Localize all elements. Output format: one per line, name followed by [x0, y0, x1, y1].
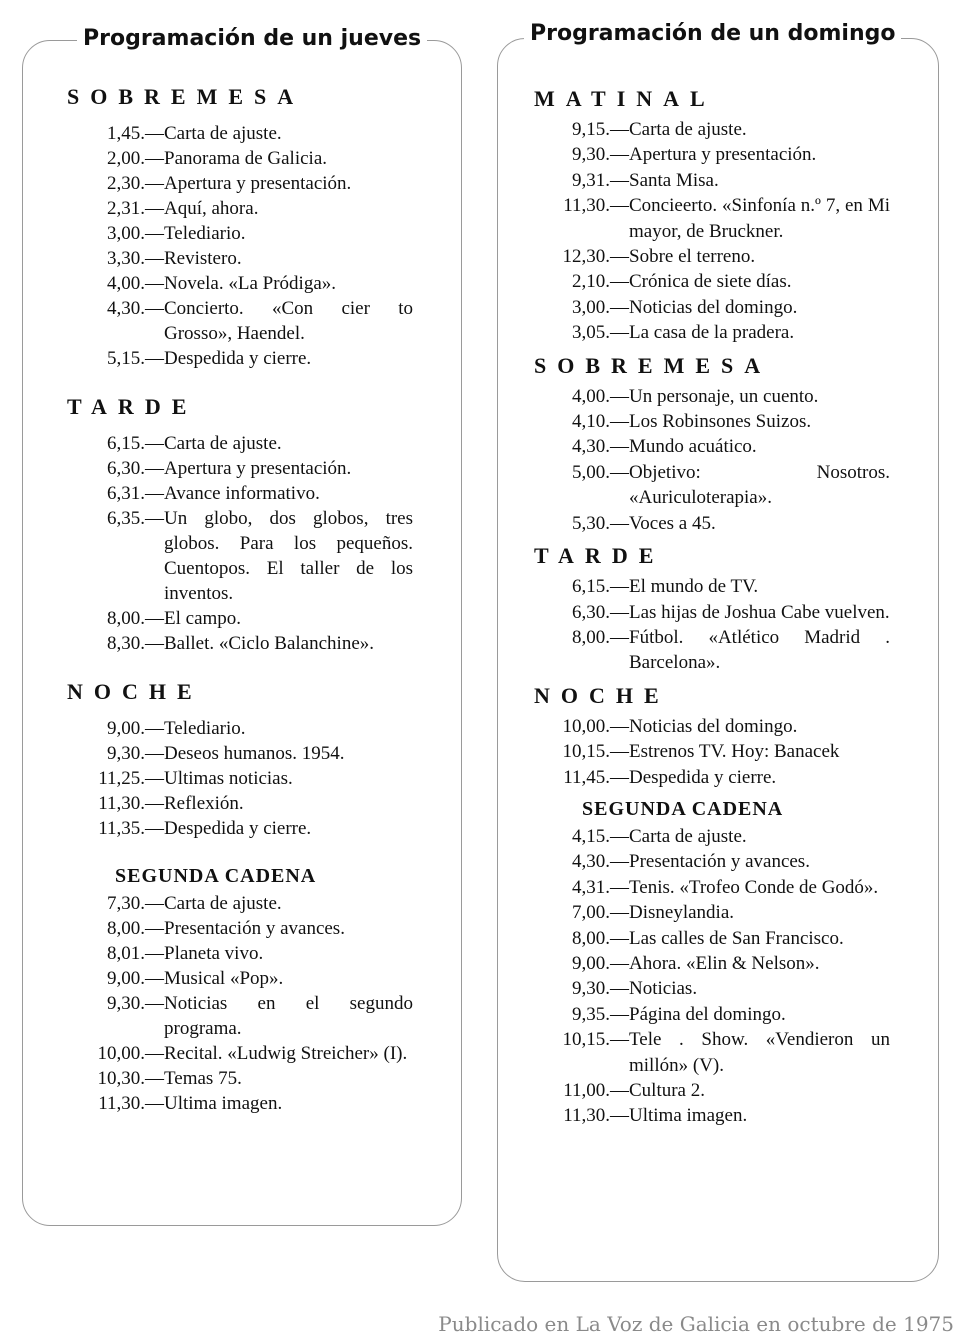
- program-time: 4,00.: [107, 273, 145, 294]
- section-noche: [67, 678, 421, 841]
- program-time: 4,31.: [572, 876, 610, 898]
- program-time: 8,00.: [572, 626, 610, 648]
- program-entry: [534, 168, 898, 193]
- program-entry: [67, 991, 421, 1041]
- program-entry: [67, 296, 421, 346]
- program-entry: [534, 142, 898, 167]
- em-dash: —: [610, 576, 629, 598]
- program-title: Recital. «Ludwig Streicher» (I).: [164, 1043, 408, 1064]
- program-entry: [67, 171, 421, 196]
- em-dash: —: [145, 348, 164, 369]
- program-time: 9,15.: [572, 119, 610, 140]
- section-segunda-cadena: [534, 796, 898, 1129]
- program-entry: [534, 409, 898, 434]
- program-time: 11,30.: [563, 195, 610, 217]
- program-time: 11,35.: [98, 818, 145, 839]
- em-dash: —: [145, 993, 164, 1014]
- program-time: 4,00.: [572, 385, 610, 407]
- program-time: 9,00.: [107, 718, 145, 739]
- em-dash: —: [145, 768, 164, 789]
- em-dash: —: [145, 633, 164, 654]
- em-dash: —: [145, 433, 164, 454]
- program-time: 11,45.: [563, 766, 610, 788]
- program-time: 11,30.: [98, 1093, 145, 1114]
- program-title: Ultima imagen.: [629, 1105, 748, 1127]
- program-time: 6,30.: [572, 601, 610, 623]
- section-matinal: [534, 85, 898, 346]
- program-time: 9,00.: [572, 952, 610, 974]
- program-entry: [534, 600, 898, 625]
- em-dash: —: [145, 223, 164, 244]
- program-entry: [534, 295, 898, 320]
- program-time: 9,35.: [572, 1003, 610, 1025]
- em-dash: —: [145, 298, 164, 319]
- section-heading: SOBREMESA: [67, 84, 305, 109]
- em-dash: —: [145, 1043, 164, 1064]
- program-entry: [534, 244, 898, 269]
- em-dash: —: [145, 198, 164, 219]
- em-dash: —: [610, 1029, 629, 1051]
- em-dash: —: [145, 743, 164, 764]
- program-entry: [67, 346, 421, 371]
- program-time: 10,00.: [97, 1043, 145, 1064]
- em-dash: —: [610, 978, 629, 1000]
- program-title: Apertura y presentación.: [629, 144, 817, 166]
- sunday-title: Programación de un domingo: [524, 19, 901, 49]
- em-dash: —: [610, 385, 629, 407]
- program-title: Carta de ajuste.: [164, 123, 282, 144]
- program-time: 4,30.: [572, 436, 610, 458]
- program-entry: [534, 714, 898, 739]
- em-dash: —: [145, 793, 164, 814]
- program-title: Página del domingo.: [629, 1003, 786, 1025]
- program-time: 2,31.: [107, 198, 145, 219]
- program-entry: [67, 716, 421, 741]
- em-dash: —: [610, 741, 629, 763]
- segunda-cadena-heading: SEGUNDA CADENA: [115, 865, 317, 887]
- program-title: Noticias en el segundo programa.: [164, 993, 413, 1039]
- program-time: 8,00.: [572, 927, 610, 949]
- program-title: Disneylandia.: [629, 902, 735, 924]
- program-entry: [67, 481, 421, 506]
- em-dash: —: [610, 246, 629, 268]
- section-sobremesa: [534, 352, 898, 536]
- em-dash: —: [610, 1105, 629, 1127]
- program-time: 4,30.: [107, 298, 145, 319]
- program-entry: [67, 916, 421, 941]
- publication-credit: Publicado en La Voz de Galicia en octubre de 1975: [438, 1312, 954, 1336]
- section-segunda-cadena: [67, 863, 421, 1116]
- em-dash: —: [610, 715, 629, 737]
- em-dash: —: [610, 825, 629, 847]
- program-time: 2,30.: [107, 173, 145, 194]
- em-dash: —: [145, 893, 164, 914]
- em-dash: —: [610, 436, 629, 458]
- program-entry: [67, 816, 421, 841]
- program-title: Despedida y cierre.: [629, 766, 777, 788]
- program-entry: [67, 631, 421, 656]
- program-title: Presentación y avances.: [164, 918, 345, 939]
- program-time: 3,30.: [107, 248, 145, 269]
- program-entry: [534, 824, 898, 849]
- em-dash: —: [145, 718, 164, 739]
- program-time: 12,30.: [562, 246, 610, 268]
- program-title: El campo.: [164, 608, 242, 629]
- program-entry: [534, 951, 898, 976]
- thursday-listings: [67, 83, 421, 1116]
- program-title: Cultura 2.: [629, 1080, 705, 1101]
- program-title: El mundo de TV.: [629, 576, 759, 598]
- section-tarde: [534, 542, 898, 676]
- program-time: 10,15.: [562, 741, 610, 763]
- em-dash: —: [145, 608, 164, 629]
- program-title: Despedida y cierre.: [164, 348, 312, 369]
- program-time: 5,00.: [572, 461, 610, 483]
- program-title: Los Robinsones Suizos.: [629, 411, 812, 433]
- program-title: Las calles de San Francisco.: [629, 927, 844, 949]
- sunday-schedule-box: [497, 21, 939, 1282]
- program-time: 8,01.: [107, 943, 145, 964]
- program-time: 5,30.: [572, 512, 610, 534]
- thursday-schedule-box: [22, 26, 462, 1226]
- program-title: Carta de ajuste.: [164, 893, 282, 914]
- program-title: Presentación y avances.: [629, 851, 810, 873]
- program-title: Planeta vivo.: [164, 943, 264, 964]
- program-entry: [534, 900, 898, 925]
- program-title: Revistero.: [164, 248, 242, 269]
- program-title: Apertura y presentación.: [164, 458, 352, 479]
- program-entry: [534, 384, 898, 409]
- program-time: 7,30.: [107, 893, 145, 914]
- program-entry: [67, 1041, 421, 1066]
- program-title: Mundo acuático.: [629, 436, 757, 458]
- program-time: 11,00.: [563, 1080, 610, 1101]
- em-dash: —: [145, 818, 164, 839]
- program-entry: [534, 739, 898, 764]
- program-title: Aquí, ahora.: [164, 198, 259, 219]
- section-heading: TARDE: [534, 543, 665, 569]
- section-heading: NOCHE: [534, 682, 670, 708]
- program-title: Reflexión.: [164, 793, 244, 814]
- em-dash: —: [610, 876, 629, 898]
- thursday-title: Programación de un jueves: [77, 24, 427, 54]
- program-title: Telediario.: [164, 223, 246, 244]
- em-dash: —: [610, 601, 629, 623]
- em-dash: —: [145, 508, 164, 529]
- em-dash: —: [610, 927, 629, 949]
- program-time: 6,30.: [107, 458, 145, 479]
- section-heading: TARDE: [67, 394, 198, 419]
- program-title: Fútbol. «Atlético Madrid . Barcelona».: [629, 626, 890, 674]
- program-time: 10,30.: [97, 1068, 145, 1089]
- program-entry: [67, 506, 421, 606]
- program-title: Un personaje, un cuento.: [629, 385, 819, 407]
- program-time: 6,15.: [572, 576, 610, 598]
- program-entry: [67, 431, 421, 456]
- program-entry: [534, 1078, 898, 1103]
- em-dash: —: [145, 123, 164, 144]
- program-entry: [534, 765, 898, 790]
- program-time: 9,30.: [107, 743, 145, 764]
- em-dash: —: [610, 322, 629, 344]
- program-time: 4,30.: [572, 851, 610, 873]
- em-dash: —: [145, 248, 164, 269]
- program-time: 3,05.: [572, 322, 610, 344]
- em-dash: —: [145, 918, 164, 939]
- program-entry: [67, 966, 421, 991]
- program-time: 10,15.: [562, 1029, 610, 1051]
- program-entry: [534, 926, 898, 951]
- program-title: Ultima imagen.: [164, 1093, 283, 1114]
- sunday-listings: [534, 85, 898, 1129]
- program-entry: [534, 434, 898, 459]
- program-time: 6,15.: [107, 433, 145, 454]
- program-time: 2,10.: [572, 271, 610, 293]
- em-dash: —: [145, 1068, 164, 1089]
- program-entry: [534, 875, 898, 900]
- section-noche: [534, 682, 898, 790]
- program-entry: [534, 117, 898, 142]
- section-heading: NOCHE: [67, 679, 203, 704]
- program-time: 5,15.: [107, 348, 145, 369]
- program-entry: [67, 1066, 421, 1091]
- program-time: 8,00.: [107, 608, 145, 629]
- program-entry: [534, 849, 898, 874]
- section-tarde: [67, 393, 421, 656]
- program-title: Concieerto. «Sinfonía n.º 7, en Mi mayor, de Bruckner.: [629, 195, 890, 242]
- program-time: 4,10.: [572, 411, 610, 433]
- program-time: 7,00.: [572, 902, 610, 924]
- segunda-cadena-heading: SEGUNDA CADENA: [582, 797, 784, 820]
- program-title: Un globo, dos globos, tres globos. Para los pequeños. Cuentopos. El taller de los inventos.: [164, 508, 413, 604]
- program-entry: [534, 320, 898, 345]
- program-time: 9,30.: [572, 144, 610, 166]
- program-title: Sobre el terreno.: [629, 246, 756, 268]
- em-dash: —: [145, 483, 164, 504]
- program-entry: [534, 269, 898, 294]
- program-title: Concierto. «Con cier to Grosso», Haendel.: [164, 298, 413, 344]
- program-time: 8,00.: [107, 918, 145, 939]
- em-dash: —: [145, 148, 164, 169]
- em-dash: —: [610, 461, 629, 483]
- program-entry: [67, 456, 421, 481]
- program-entry: [67, 221, 421, 246]
- em-dash: —: [610, 144, 629, 166]
- em-dash: —: [145, 458, 164, 479]
- program-title: La casa de la pradera.: [629, 322, 795, 344]
- program-time: 9,30.: [572, 978, 610, 1000]
- em-dash: —: [145, 943, 164, 964]
- program-title: Crónica de siete días.: [629, 271, 792, 293]
- program-title: Las hijas de Joshua Cabe vuelven.: [629, 601, 890, 623]
- program-entry: [534, 1027, 898, 1078]
- program-title: Despedida y cierre.: [164, 818, 312, 839]
- em-dash: —: [145, 1093, 164, 1114]
- program-title: Noticias.: [629, 978, 698, 1000]
- program-entry: [67, 891, 421, 916]
- program-title: Temas 75.: [164, 1068, 242, 1089]
- program-title: Apertura y presentación.: [164, 173, 352, 194]
- program-entry: [534, 574, 898, 599]
- program-entry: [534, 193, 898, 244]
- program-title: Voces a 45.: [629, 512, 716, 534]
- program-entry: [534, 976, 898, 1001]
- program-title: Noticias del domingo.: [629, 296, 798, 318]
- section-sobremesa: [67, 83, 421, 371]
- section-heading: SOBREMESA: [534, 352, 772, 378]
- program-time: 8,30.: [107, 633, 145, 654]
- em-dash: —: [610, 119, 629, 140]
- program-entry: [67, 121, 421, 146]
- program-time: 3,00.: [107, 223, 145, 244]
- em-dash: —: [610, 766, 629, 788]
- program-title: Ultimas noticias.: [164, 768, 293, 789]
- em-dash: —: [610, 1003, 629, 1025]
- em-dash: —: [610, 195, 629, 217]
- em-dash: —: [610, 851, 629, 873]
- program-entry: [534, 460, 898, 511]
- program-entry: [67, 1091, 421, 1116]
- program-entry: [67, 271, 421, 296]
- program-time: 9,31.: [572, 169, 610, 191]
- section-heading: MATINAL: [534, 86, 716, 111]
- program-title: Carta de ajuste.: [629, 825, 747, 847]
- em-dash: —: [610, 902, 629, 924]
- program-entry: [67, 791, 421, 816]
- program-title: Ahora. «Elin & Nelson».: [629, 952, 820, 974]
- program-entry: [67, 766, 421, 791]
- program-title: Deseos humanos. 1954.: [164, 743, 345, 764]
- program-entry: [67, 146, 421, 171]
- em-dash: —: [610, 626, 629, 648]
- program-title: Ballet. «Ciclo Balanchine».: [164, 633, 375, 654]
- program-title: Noticias del domingo.: [629, 715, 798, 737]
- program-entry: [534, 625, 898, 676]
- program-title: Tenis. «Trofeo Conde de Godó».: [629, 876, 879, 898]
- program-time: 3,00.: [572, 296, 610, 318]
- program-time: 10,00.: [562, 715, 610, 737]
- program-entry: [534, 1103, 898, 1128]
- program-entry: [67, 941, 421, 966]
- program-time: 2,00.: [107, 148, 145, 169]
- program-entry: [534, 1002, 898, 1027]
- program-time: 6,31.: [107, 483, 145, 504]
- program-entry: [534, 511, 898, 536]
- program-title: Tele . Show. «Vendieron un millón» (V).: [629, 1029, 890, 1076]
- program-entry: [67, 606, 421, 631]
- program-time: 9,30.: [107, 993, 145, 1014]
- program-title: Musical «Pop».: [164, 968, 284, 989]
- program-title: Carta de ajuste.: [629, 119, 747, 140]
- program-title: Santa Misa.: [629, 169, 719, 191]
- program-entry: [67, 196, 421, 221]
- em-dash: —: [610, 1080, 629, 1101]
- em-dash: —: [610, 952, 629, 974]
- em-dash: —: [610, 512, 629, 534]
- em-dash: —: [145, 968, 164, 989]
- program-title: Objetivo: Nosotros. «Auriculoterapia».: [629, 461, 890, 509]
- program-time: 11,25.: [98, 768, 145, 789]
- program-time: 11,30.: [563, 1105, 610, 1127]
- program-time: 9,00.: [107, 968, 145, 989]
- program-title: Panorama de Galicia.: [164, 148, 328, 169]
- program-title: Avance informativo.: [164, 483, 320, 504]
- em-dash: —: [145, 273, 164, 294]
- program-title: Carta de ajuste.: [164, 433, 282, 454]
- em-dash: —: [610, 296, 629, 318]
- program-entry: [67, 246, 421, 271]
- em-dash: —: [145, 173, 164, 194]
- em-dash: —: [610, 411, 629, 433]
- em-dash: —: [610, 169, 629, 191]
- program-entry: [67, 741, 421, 766]
- program-title: Novela. «La Pródiga».: [164, 273, 337, 294]
- program-title: Telediario.: [164, 718, 246, 739]
- program-title: Estrenos TV. Hoy: Banacek: [629, 741, 840, 763]
- em-dash: —: [610, 271, 629, 293]
- program-time: 4,15.: [572, 825, 610, 847]
- program-time: 1,45.: [107, 123, 145, 144]
- program-time: 6,35.: [107, 508, 145, 529]
- program-time: 11,30.: [98, 793, 145, 814]
